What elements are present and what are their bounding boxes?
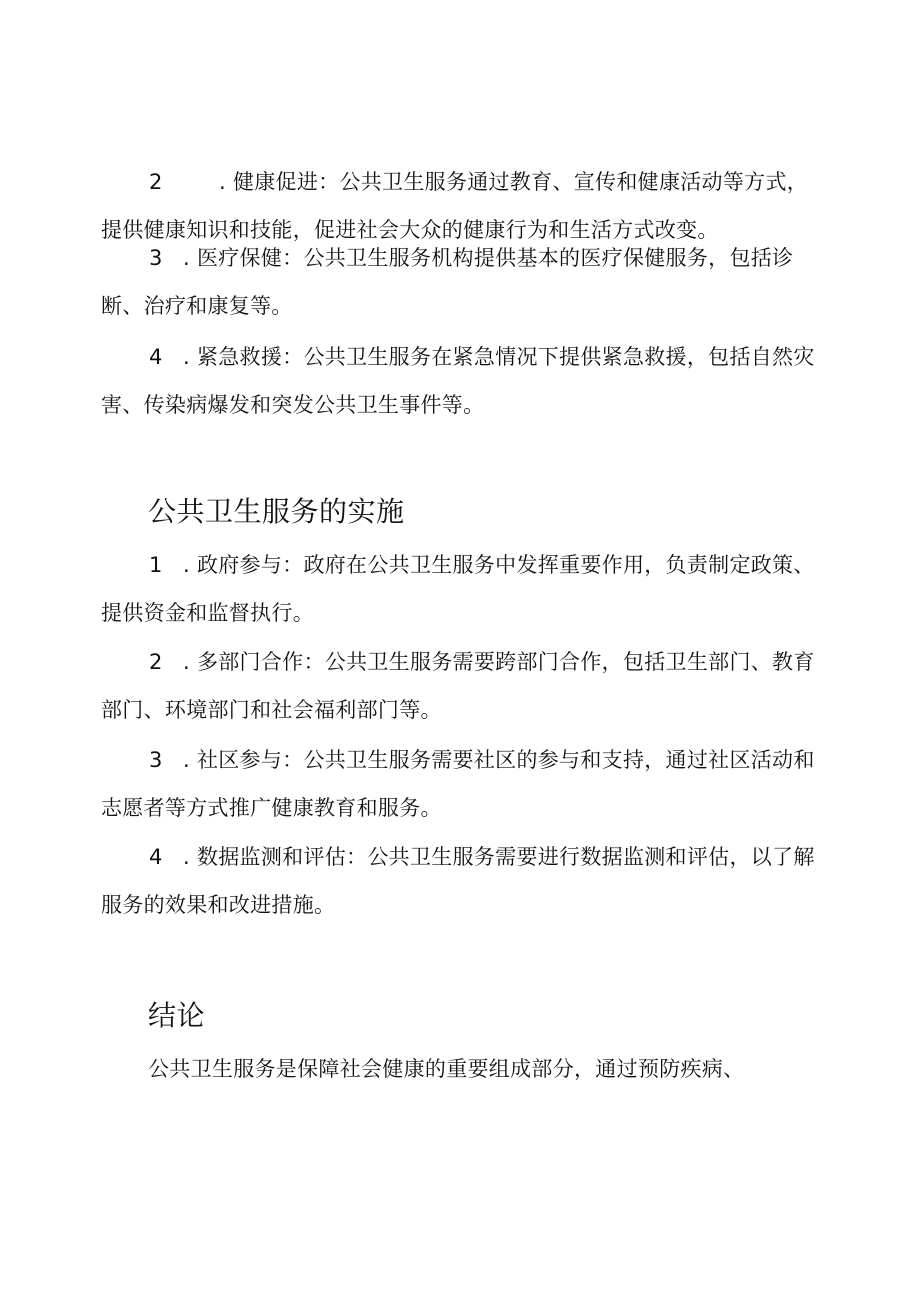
item-text: . 多部门合作：公共卫生服务需要跨部门合作，包括卫生部门、教育部门、环境部门和社会福利部门等。 — [101, 650, 815, 722]
item-number: 3 — [149, 748, 163, 772]
item-number: 2 — [149, 650, 163, 674]
implementation-item-community — [101, 736, 817, 832]
item-number: 2 — [149, 170, 163, 194]
implementation-item-data-monitoring — [101, 833, 817, 929]
implementation-item-multi-department — [101, 638, 817, 734]
section-heading-conclusion: 结论 — [148, 999, 206, 1032]
section-heading-implementation: 公共卫生服务的实施 — [148, 495, 405, 528]
benefit-item-emergency-rescue — [101, 333, 817, 429]
item-number: 4 — [149, 845, 163, 869]
item-text: . 社区参与：公共卫生服务需要社区的参与和支持，通过社区活动和志愿者等方式推广健康教育和服务。 — [101, 748, 815, 820]
item-text: . 健康促进：公共卫生服务通过教育、宣传和健康活动等方式，提供健康知识和技能，促进社会大众的健康行为和生活方式改变。 — [101, 170, 809, 242]
item-text: . 紧急救援：公共卫生服务在紧急情况下提供紧急救援，包括自然灾害、传染病爆发和突发公共卫生事件等。 — [101, 345, 815, 417]
implementation-item-government — [101, 541, 817, 637]
benefit-item-medical-care — [101, 234, 817, 330]
item-text: . 政府参与：政府在公共卫生服务中发挥重要作用，负责制定政策、提供资金和监督执行。 — [101, 553, 815, 625]
item-number: 3 — [149, 246, 163, 270]
item-text: . 医疗保健：公共卫生服务机构提供基本的医疗保健服务，包括诊断、治疗和康复等。 — [101, 246, 794, 318]
conclusion-paragraph: 公共卫生服务是保障社会健康的重要组成部分，通过预防疾病、 — [148, 1057, 745, 1081]
item-number: 1 — [149, 553, 163, 577]
item-text: . 数据监测和评估：公共卫生服务需要进行数据监测和评估，以了解服务的效果和改进措施。 — [101, 845, 815, 917]
item-number: 4 — [149, 345, 163, 369]
